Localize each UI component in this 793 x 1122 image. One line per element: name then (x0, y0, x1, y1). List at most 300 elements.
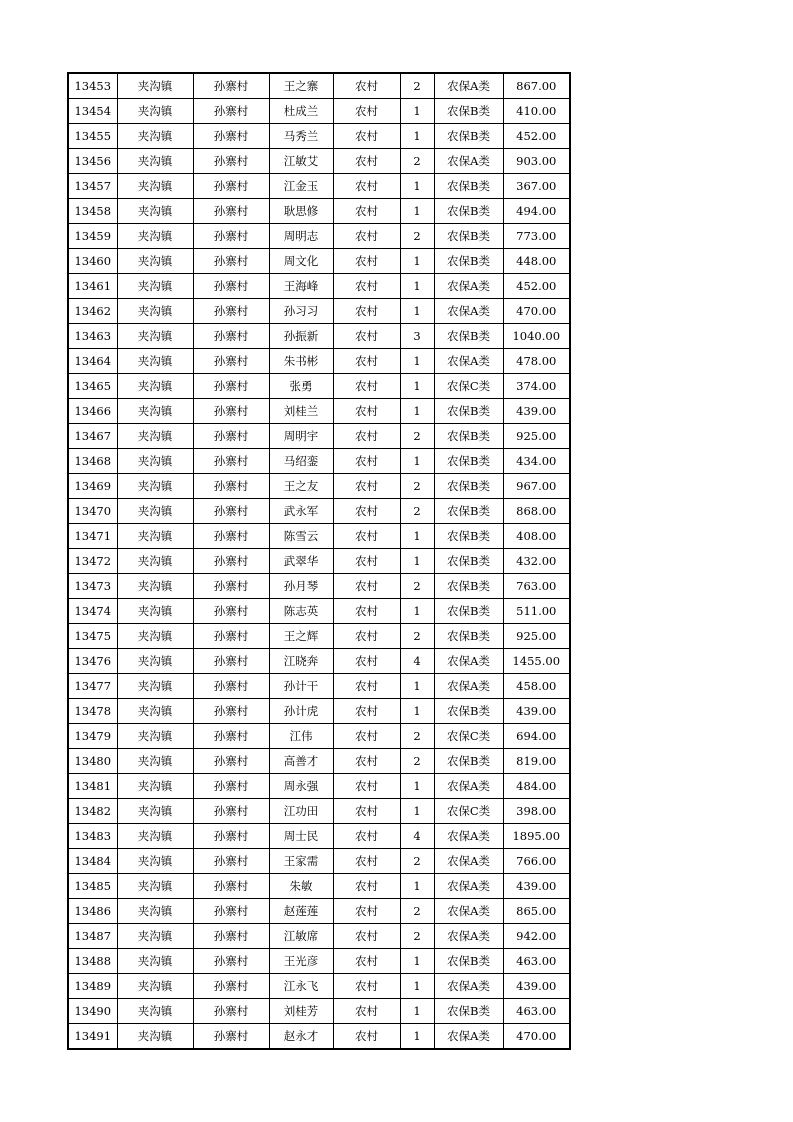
person-name-cell: 王之友 (269, 474, 333, 499)
residence-type-cell: 农村 (333, 349, 400, 374)
amount-cell: 867.00 (503, 73, 570, 99)
record-id-cell: 13469 (68, 474, 117, 499)
person-name-cell: 周士民 (269, 824, 333, 849)
residence-type-cell: 农村 (333, 949, 400, 974)
amount-cell: 763.00 (503, 574, 570, 599)
residence-type-cell: 农村 (333, 199, 400, 224)
person-name-cell: 孙振新 (269, 324, 333, 349)
town-cell: 夹沟镇 (117, 274, 193, 299)
amount-cell: 439.00 (503, 699, 570, 724)
category-cell: 农保B类 (434, 949, 503, 974)
person-name-cell: 朱书彬 (269, 349, 333, 374)
person-name-cell: 杜成兰 (269, 99, 333, 124)
residence-type-cell: 农村 (333, 874, 400, 899)
amount-cell: 1455.00 (503, 649, 570, 674)
household-count-cell: 2 (400, 624, 434, 649)
residence-type-cell: 农村 (333, 774, 400, 799)
category-cell: 农保B类 (434, 124, 503, 149)
town-cell: 夹沟镇 (117, 749, 193, 774)
amount-cell: 463.00 (503, 949, 570, 974)
town-cell: 夹沟镇 (117, 73, 193, 99)
category-cell: 农保A类 (434, 274, 503, 299)
residence-type-cell: 农村 (333, 899, 400, 924)
household-count-cell: 1 (400, 449, 434, 474)
residence-type-cell: 农村 (333, 449, 400, 474)
record-id-cell: 13486 (68, 899, 117, 924)
town-cell: 夹沟镇 (117, 249, 193, 274)
household-count-cell: 1 (400, 299, 434, 324)
town-cell: 夹沟镇 (117, 774, 193, 799)
person-name-cell: 江金玉 (269, 174, 333, 199)
town-cell: 夹沟镇 (117, 299, 193, 324)
amount-cell: 865.00 (503, 899, 570, 924)
residence-type-cell: 农村 (333, 824, 400, 849)
person-name-cell: 耿思修 (269, 199, 333, 224)
table-row (68, 124, 570, 149)
person-name-cell: 王之辉 (269, 624, 333, 649)
household-count-cell: 1 (400, 949, 434, 974)
person-name-cell: 刘桂芳 (269, 999, 333, 1024)
amount-cell: 868.00 (503, 499, 570, 524)
person-name-cell: 武永军 (269, 499, 333, 524)
amount-cell: 448.00 (503, 249, 570, 274)
record-id-cell: 13453 (68, 73, 117, 99)
table-row (68, 324, 570, 349)
residence-type-cell: 农村 (333, 99, 400, 124)
residence-type-cell: 农村 (333, 699, 400, 724)
table-row (68, 624, 570, 649)
person-name-cell: 高善才 (269, 749, 333, 774)
town-cell: 夹沟镇 (117, 949, 193, 974)
village-cell: 孙寨村 (193, 199, 269, 224)
amount-cell: 478.00 (503, 349, 570, 374)
amount-cell: 439.00 (503, 399, 570, 424)
amount-cell: 511.00 (503, 599, 570, 624)
record-id-cell: 13470 (68, 499, 117, 524)
residence-type-cell: 农村 (333, 524, 400, 549)
person-name-cell: 江晓奔 (269, 649, 333, 674)
person-name-cell: 王光彦 (269, 949, 333, 974)
table-row (68, 799, 570, 824)
town-cell: 夹沟镇 (117, 799, 193, 824)
village-cell: 孙寨村 (193, 849, 269, 874)
table-row (68, 824, 570, 849)
table-row (68, 424, 570, 449)
category-cell: 农保B类 (434, 574, 503, 599)
village-cell: 孙寨村 (193, 799, 269, 824)
person-name-cell: 张勇 (269, 374, 333, 399)
residence-type-cell: 农村 (333, 924, 400, 949)
household-count-cell: 1 (400, 249, 434, 274)
category-cell: 农保B类 (434, 499, 503, 524)
household-count-cell: 2 (400, 749, 434, 774)
table-row (68, 73, 570, 99)
person-name-cell: 江伟 (269, 724, 333, 749)
table-row (68, 574, 570, 599)
household-count-cell: 1 (400, 374, 434, 399)
table-row (68, 949, 570, 974)
category-cell: 农保B类 (434, 174, 503, 199)
residence-type-cell: 农村 (333, 549, 400, 574)
town-cell: 夹沟镇 (117, 349, 193, 374)
person-name-cell: 赵莲莲 (269, 899, 333, 924)
category-cell: 农保B类 (434, 424, 503, 449)
town-cell: 夹沟镇 (117, 849, 193, 874)
person-name-cell: 陈志英 (269, 599, 333, 624)
person-name-cell: 周文化 (269, 249, 333, 274)
household-count-cell: 2 (400, 849, 434, 874)
person-name-cell: 孙计干 (269, 674, 333, 699)
category-cell: 农保B类 (434, 224, 503, 249)
village-cell: 孙寨村 (193, 999, 269, 1024)
town-cell: 夹沟镇 (117, 524, 193, 549)
town-cell: 夹沟镇 (117, 199, 193, 224)
town-cell: 夹沟镇 (117, 899, 193, 924)
amount-cell: 410.00 (503, 99, 570, 124)
town-cell: 夹沟镇 (117, 324, 193, 349)
person-name-cell: 赵永才 (269, 1024, 333, 1050)
category-cell: 农保A类 (434, 149, 503, 174)
amount-cell: 773.00 (503, 224, 570, 249)
roster-table (67, 72, 571, 1050)
amount-cell: 439.00 (503, 874, 570, 899)
record-id-cell: 13458 (68, 199, 117, 224)
amount-cell: 484.00 (503, 774, 570, 799)
person-name-cell: 孙计虎 (269, 699, 333, 724)
record-id-cell: 13479 (68, 724, 117, 749)
category-cell: 农保B类 (434, 599, 503, 624)
village-cell: 孙寨村 (193, 874, 269, 899)
town-cell: 夹沟镇 (117, 724, 193, 749)
record-id-cell: 13473 (68, 574, 117, 599)
person-name-cell: 周明志 (269, 224, 333, 249)
amount-cell: 967.00 (503, 474, 570, 499)
person-name-cell: 孙月琴 (269, 574, 333, 599)
village-cell: 孙寨村 (193, 899, 269, 924)
category-cell: 农保A类 (434, 299, 503, 324)
town-cell: 夹沟镇 (117, 424, 193, 449)
person-name-cell: 江敏艾 (269, 149, 333, 174)
village-cell: 孙寨村 (193, 424, 269, 449)
amount-cell: 432.00 (503, 549, 570, 574)
residence-type-cell: 农村 (333, 499, 400, 524)
household-count-cell: 2 (400, 474, 434, 499)
town-cell: 夹沟镇 (117, 824, 193, 849)
record-id-cell: 13468 (68, 449, 117, 474)
table-row (68, 299, 570, 324)
category-cell: 农保B类 (434, 99, 503, 124)
household-count-cell: 1 (400, 99, 434, 124)
record-id-cell: 13483 (68, 824, 117, 849)
village-cell: 孙寨村 (193, 224, 269, 249)
table-row (68, 649, 570, 674)
household-count-cell: 1 (400, 124, 434, 149)
amount-cell: 398.00 (503, 799, 570, 824)
village-cell: 孙寨村 (193, 724, 269, 749)
residence-type-cell: 农村 (333, 574, 400, 599)
residence-type-cell: 农村 (333, 999, 400, 1024)
record-id-cell: 13461 (68, 274, 117, 299)
village-cell: 孙寨村 (193, 249, 269, 274)
town-cell: 夹沟镇 (117, 124, 193, 149)
household-count-cell: 1 (400, 874, 434, 899)
category-cell: 农保A类 (434, 849, 503, 874)
record-id-cell: 13489 (68, 974, 117, 999)
amount-cell: 819.00 (503, 749, 570, 774)
amount-cell: 942.00 (503, 924, 570, 949)
residence-type-cell: 农村 (333, 474, 400, 499)
town-cell: 夹沟镇 (117, 924, 193, 949)
household-count-cell: 1 (400, 274, 434, 299)
village-cell: 孙寨村 (193, 299, 269, 324)
person-name-cell: 江敏席 (269, 924, 333, 949)
person-name-cell: 刘桂兰 (269, 399, 333, 424)
person-name-cell: 王海峰 (269, 274, 333, 299)
category-cell: 农保A类 (434, 674, 503, 699)
town-cell: 夹沟镇 (117, 574, 193, 599)
table-row (68, 224, 570, 249)
household-count-cell: 2 (400, 924, 434, 949)
town-cell: 夹沟镇 (117, 599, 193, 624)
person-name-cell: 马秀兰 (269, 124, 333, 149)
village-cell: 孙寨村 (193, 524, 269, 549)
town-cell: 夹沟镇 (117, 1024, 193, 1050)
household-count-cell: 3 (400, 324, 434, 349)
amount-cell: 367.00 (503, 174, 570, 199)
record-id-cell: 13478 (68, 699, 117, 724)
household-count-cell: 4 (400, 649, 434, 674)
record-id-cell: 13456 (68, 149, 117, 174)
category-cell: 农保A类 (434, 774, 503, 799)
residence-type-cell: 农村 (333, 174, 400, 199)
town-cell: 夹沟镇 (117, 999, 193, 1024)
household-count-cell: 1 (400, 549, 434, 574)
amount-cell: 458.00 (503, 674, 570, 699)
village-cell: 孙寨村 (193, 649, 269, 674)
village-cell: 孙寨村 (193, 174, 269, 199)
category-cell: 农保B类 (434, 749, 503, 774)
residence-type-cell: 农村 (333, 73, 400, 99)
household-count-cell: 1 (400, 774, 434, 799)
record-id-cell: 13467 (68, 424, 117, 449)
amount-cell: 452.00 (503, 124, 570, 149)
town-cell: 夹沟镇 (117, 699, 193, 724)
table-row (68, 599, 570, 624)
record-id-cell: 13491 (68, 1024, 117, 1050)
category-cell: 农保C类 (434, 724, 503, 749)
residence-type-cell: 农村 (333, 599, 400, 624)
amount-cell: 494.00 (503, 199, 570, 224)
person-name-cell: 周明宇 (269, 424, 333, 449)
residence-type-cell: 农村 (333, 674, 400, 699)
record-id-cell: 13460 (68, 249, 117, 274)
village-cell: 孙寨村 (193, 149, 269, 174)
household-count-cell: 2 (400, 224, 434, 249)
category-cell: 农保B类 (434, 449, 503, 474)
table-row (68, 749, 570, 774)
residence-type-cell: 农村 (333, 124, 400, 149)
table-row (68, 924, 570, 949)
table-row (68, 699, 570, 724)
table-row (68, 974, 570, 999)
household-count-cell: 1 (400, 674, 434, 699)
table-row (68, 399, 570, 424)
amount-cell: 903.00 (503, 149, 570, 174)
table-row (68, 349, 570, 374)
category-cell: 农保B类 (434, 199, 503, 224)
record-id-cell: 13455 (68, 124, 117, 149)
table-row (68, 199, 570, 224)
record-id-cell: 13488 (68, 949, 117, 974)
residence-type-cell: 农村 (333, 749, 400, 774)
person-name-cell: 江功田 (269, 799, 333, 824)
village-cell: 孙寨村 (193, 749, 269, 774)
category-cell: 农保C类 (434, 799, 503, 824)
residence-type-cell: 农村 (333, 399, 400, 424)
category-cell: 农保B类 (434, 249, 503, 274)
amount-cell: 1895.00 (503, 824, 570, 849)
residence-type-cell: 农村 (333, 374, 400, 399)
record-id-cell: 13454 (68, 99, 117, 124)
household-count-cell: 1 (400, 349, 434, 374)
category-cell: 农保B类 (434, 324, 503, 349)
town-cell: 夹沟镇 (117, 474, 193, 499)
household-count-cell: 1 (400, 199, 434, 224)
table-row (68, 724, 570, 749)
residence-type-cell: 农村 (333, 224, 400, 249)
record-id-cell: 13484 (68, 849, 117, 874)
village-cell: 孙寨村 (193, 674, 269, 699)
table-row (68, 499, 570, 524)
village-cell: 孙寨村 (193, 774, 269, 799)
person-name-cell: 周永强 (269, 774, 333, 799)
table-row (68, 1024, 570, 1050)
table-row (68, 999, 570, 1024)
roster-body (68, 73, 570, 1049)
household-count-cell: 1 (400, 524, 434, 549)
table-row (68, 899, 570, 924)
household-count-cell: 2 (400, 574, 434, 599)
table-row (68, 524, 570, 549)
village-cell: 孙寨村 (193, 73, 269, 99)
household-count-cell: 2 (400, 149, 434, 174)
table-row (68, 774, 570, 799)
table-row (68, 249, 570, 274)
category-cell: 农保A类 (434, 824, 503, 849)
category-cell: 农保B类 (434, 474, 503, 499)
town-cell: 夹沟镇 (117, 224, 193, 249)
table-row (68, 474, 570, 499)
town-cell: 夹沟镇 (117, 149, 193, 174)
residence-type-cell: 农村 (333, 324, 400, 349)
village-cell: 孙寨村 (193, 1024, 269, 1050)
amount-cell: 925.00 (503, 624, 570, 649)
household-count-cell: 2 (400, 724, 434, 749)
person-name-cell: 孙习习 (269, 299, 333, 324)
residence-type-cell: 农村 (333, 649, 400, 674)
category-cell: 农保B类 (434, 999, 503, 1024)
village-cell: 孙寨村 (193, 449, 269, 474)
household-count-cell: 1 (400, 599, 434, 624)
record-id-cell: 13457 (68, 174, 117, 199)
village-cell: 孙寨村 (193, 399, 269, 424)
category-cell: 农保A类 (434, 349, 503, 374)
amount-cell: 439.00 (503, 974, 570, 999)
village-cell: 孙寨村 (193, 574, 269, 599)
category-cell: 农保A类 (434, 974, 503, 999)
table-row (68, 674, 570, 699)
village-cell: 孙寨村 (193, 349, 269, 374)
village-cell: 孙寨村 (193, 824, 269, 849)
village-cell: 孙寨村 (193, 599, 269, 624)
category-cell: 农保A类 (434, 1024, 503, 1050)
household-count-cell: 1 (400, 974, 434, 999)
household-count-cell: 2 (400, 899, 434, 924)
record-id-cell: 13485 (68, 874, 117, 899)
amount-cell: 408.00 (503, 524, 570, 549)
household-count-cell: 1 (400, 174, 434, 199)
town-cell: 夹沟镇 (117, 499, 193, 524)
town-cell: 夹沟镇 (117, 449, 193, 474)
town-cell: 夹沟镇 (117, 399, 193, 424)
record-id-cell: 13472 (68, 549, 117, 574)
residence-type-cell: 农村 (333, 299, 400, 324)
person-name-cell: 王之寨 (269, 73, 333, 99)
village-cell: 孙寨村 (193, 499, 269, 524)
amount-cell: 925.00 (503, 424, 570, 449)
table-row (68, 874, 570, 899)
town-cell: 夹沟镇 (117, 624, 193, 649)
household-count-cell: 1 (400, 399, 434, 424)
town-cell: 夹沟镇 (117, 674, 193, 699)
category-cell: 农保B类 (434, 699, 503, 724)
town-cell: 夹沟镇 (117, 874, 193, 899)
residence-type-cell: 农村 (333, 624, 400, 649)
village-cell: 孙寨村 (193, 549, 269, 574)
record-id-cell: 13463 (68, 324, 117, 349)
category-cell: 农保A类 (434, 649, 503, 674)
residence-type-cell: 农村 (333, 1024, 400, 1050)
category-cell: 农保C类 (434, 374, 503, 399)
village-cell: 孙寨村 (193, 324, 269, 349)
village-cell: 孙寨村 (193, 949, 269, 974)
person-name-cell: 陈雪云 (269, 524, 333, 549)
town-cell: 夹沟镇 (117, 974, 193, 999)
household-count-cell: 2 (400, 73, 434, 99)
record-id-cell: 13490 (68, 999, 117, 1024)
village-cell: 孙寨村 (193, 274, 269, 299)
record-id-cell: 13476 (68, 649, 117, 674)
record-id-cell: 13465 (68, 374, 117, 399)
household-count-cell: 1 (400, 999, 434, 1024)
town-cell: 夹沟镇 (117, 99, 193, 124)
amount-cell: 470.00 (503, 299, 570, 324)
record-id-cell: 13474 (68, 599, 117, 624)
town-cell: 夹沟镇 (117, 374, 193, 399)
record-id-cell: 13482 (68, 799, 117, 824)
record-id-cell: 13471 (68, 524, 117, 549)
village-cell: 孙寨村 (193, 474, 269, 499)
town-cell: 夹沟镇 (117, 649, 193, 674)
table-row (68, 99, 570, 124)
record-id-cell: 13475 (68, 624, 117, 649)
person-name-cell: 王家需 (269, 849, 333, 874)
category-cell: 农保B类 (434, 624, 503, 649)
record-id-cell: 13480 (68, 749, 117, 774)
town-cell: 夹沟镇 (117, 174, 193, 199)
category-cell: 农保A类 (434, 899, 503, 924)
household-count-cell: 2 (400, 424, 434, 449)
